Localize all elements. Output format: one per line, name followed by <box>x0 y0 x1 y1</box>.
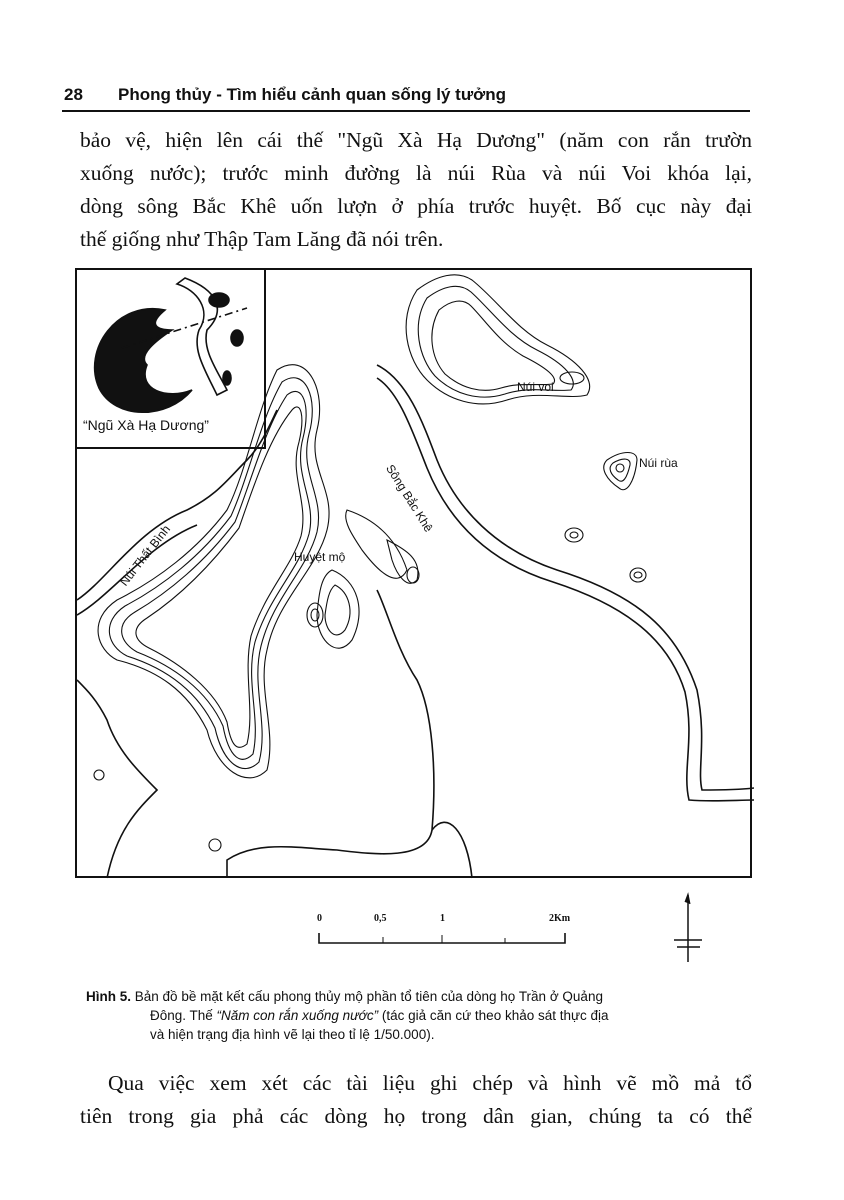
page-number: 28 <box>64 85 83 104</box>
figure-caption <box>86 987 756 1044</box>
top-paragraph <box>80 124 752 256</box>
caption-italic-phrase: “Năm con rắn xuống nước” <box>216 1008 379 1023</box>
paragraph-line: tiên trong gia phả các dòng họ trong dân gian, chúng ta có thể <box>80 1104 752 1128</box>
running-title: Phong thủy - Tìm hiểu cảnh quan sống lý tưởng <box>118 85 506 104</box>
scale-tick-2km: 2Km <box>549 913 571 924</box>
scale-bar-line <box>300 905 600 955</box>
figure-number: Hình 5. <box>86 989 132 1004</box>
paragraph-line: Qua việc xem xét các tài liệu ghi chép và hình vẽ mồ mả tổ <box>108 1071 752 1095</box>
inset-caption: “Ngũ Xà Hạ Dương” <box>83 417 209 433</box>
caption-line-3: và hiện trạng địa hình vẽ lại theo tỉ lệ 1/50.000). <box>150 1027 435 1042</box>
bottom-paragraph <box>80 1067 752 1133</box>
label-song-bac-khe: Sông Bắc Khê <box>383 462 436 535</box>
label-nui-that-binh: Núi Thất Bình <box>117 522 174 589</box>
scale-tick-0-5: 0,5 <box>374 913 387 924</box>
scale-bar <box>300 905 600 955</box>
topographic-map-figure <box>75 268 752 878</box>
paragraph-line: thế giống như Thập Tam Lăng đã nói trên. <box>80 227 444 251</box>
label-nui-voi: Núi voi <box>517 380 554 394</box>
label-huyet-mo: Huyệt mộ <box>294 550 346 564</box>
scale-tick-0: 0 <box>317 913 322 924</box>
scale-tick-1: 1 <box>440 913 445 924</box>
paragraph-line: bảo vệ, hiện lên cái thế "Ngũ Xà Hạ Dương" (năm con rắn trườn <box>80 128 752 152</box>
caption-line-1: Bản đồ bề mặt kết cấu phong thủy mộ phần tổ tiên của dòng họ Trần ở Quảng <box>134 989 603 1004</box>
paragraph-line: dòng sông Bắc Khê uốn lượn ở phía trước huyệt. Bố cục này đại <box>80 194 752 218</box>
paragraph-line: xuống nước); trước minh đường là núi Rùa và núi Voi khóa lại, <box>80 161 752 185</box>
running-header <box>62 80 750 112</box>
caption-line-2: Đông. Thế “Năm con rắn xuống nước” (tác giả căn cứ theo khảo sát thực địa <box>150 1008 609 1023</box>
contour-map-drawing <box>77 270 754 880</box>
north-arrow-icon <box>660 890 710 970</box>
label-nui-rua: Núi rùa <box>639 456 678 470</box>
